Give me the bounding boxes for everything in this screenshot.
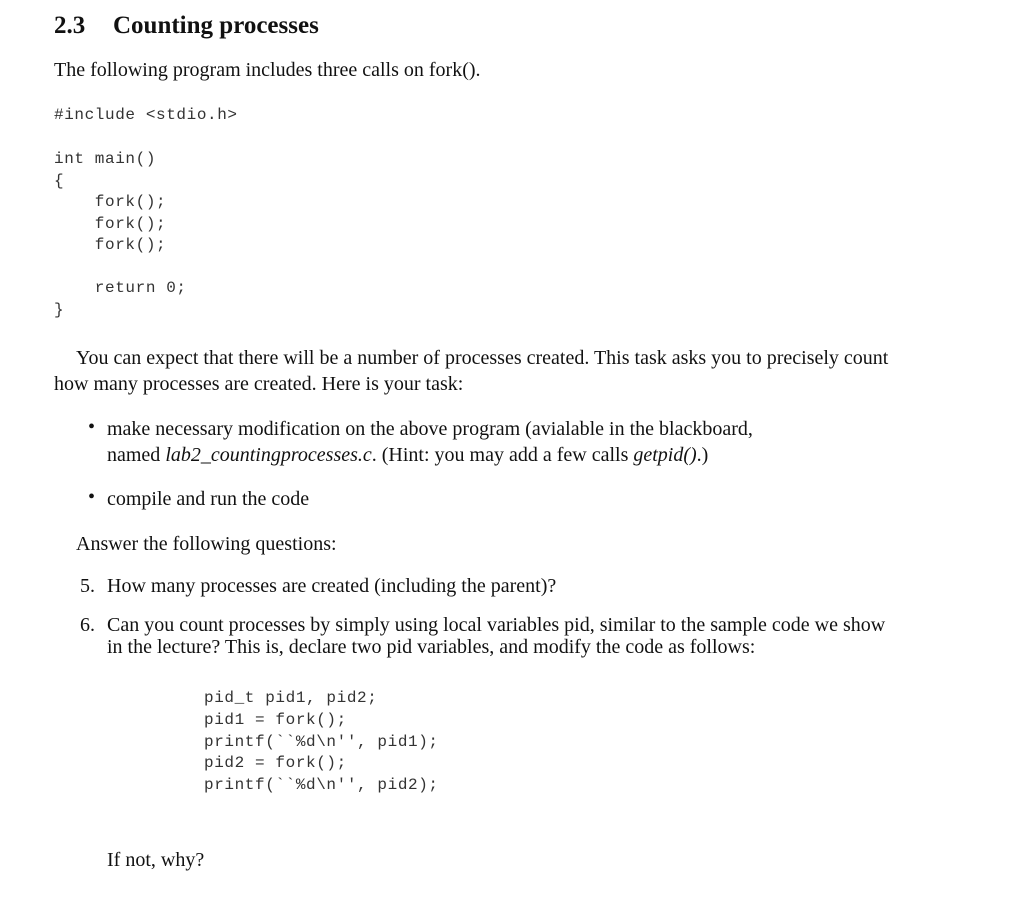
- question-text: in the lecture? This is, declare two pid variables, and modify the code as follows:: [107, 636, 756, 658]
- answer-intro: Answer the following questions:: [76, 533, 337, 555]
- question-number: 6.: [80, 614, 95, 636]
- code-line: pid1 = fork();: [204, 711, 347, 729]
- code-line: fork();: [54, 215, 167, 233]
- intro-text: The following program includes three calls on fork().: [54, 59, 481, 81]
- code-line: fork();: [54, 236, 167, 254]
- code-line: int main(): [54, 150, 157, 168]
- bullet-icon: •: [88, 486, 96, 508]
- code-line: printf(``%d\n'', pid2);: [204, 776, 439, 794]
- filename: lab2_countingprocesses.c: [165, 444, 372, 466]
- bullet-text: compile and run the code: [107, 488, 310, 510]
- code-line: return 0;: [54, 279, 187, 297]
- code-line: printf(``%d\n'', pid1);: [204, 733, 439, 751]
- closing-question: If not, why?: [107, 849, 205, 871]
- code-line: #include <stdio.h>: [54, 106, 238, 124]
- bullet-text: . (Hint: you may add a few calls: [371, 444, 634, 466]
- question-text: Can you count processes by simply using local variables pid, similar to the sample code we show: [107, 614, 886, 636]
- code-line: fork();: [54, 193, 167, 211]
- task-paragraph-line: how many processes are created. Here is your task:: [54, 373, 464, 395]
- bullet-text: make necessary modification on the above program (avialable in the blackboard,: [107, 418, 753, 440]
- question-number: 5.: [80, 575, 95, 597]
- function-name: getpid(): [633, 444, 697, 466]
- section-number: 2.3: [54, 12, 86, 39]
- code-line: }: [54, 301, 65, 319]
- section-title: Counting processes: [113, 12, 319, 39]
- bullet-text-line2: [107, 442, 708, 468]
- code-line: pid_t pid1, pid2;: [204, 689, 378, 707]
- question-text: How many processes are created (including the parent)?: [107, 575, 557, 597]
- code-line: pid2 = fork();: [204, 754, 347, 772]
- bullet-text: .): [696, 444, 709, 466]
- bullet-icon: •: [88, 416, 96, 438]
- code-line: {: [54, 172, 65, 190]
- task-paragraph-line: You can expect that there will be a number of processes created. This task asks you to precisely count: [76, 347, 889, 369]
- bullet-text: named: [107, 444, 166, 466]
